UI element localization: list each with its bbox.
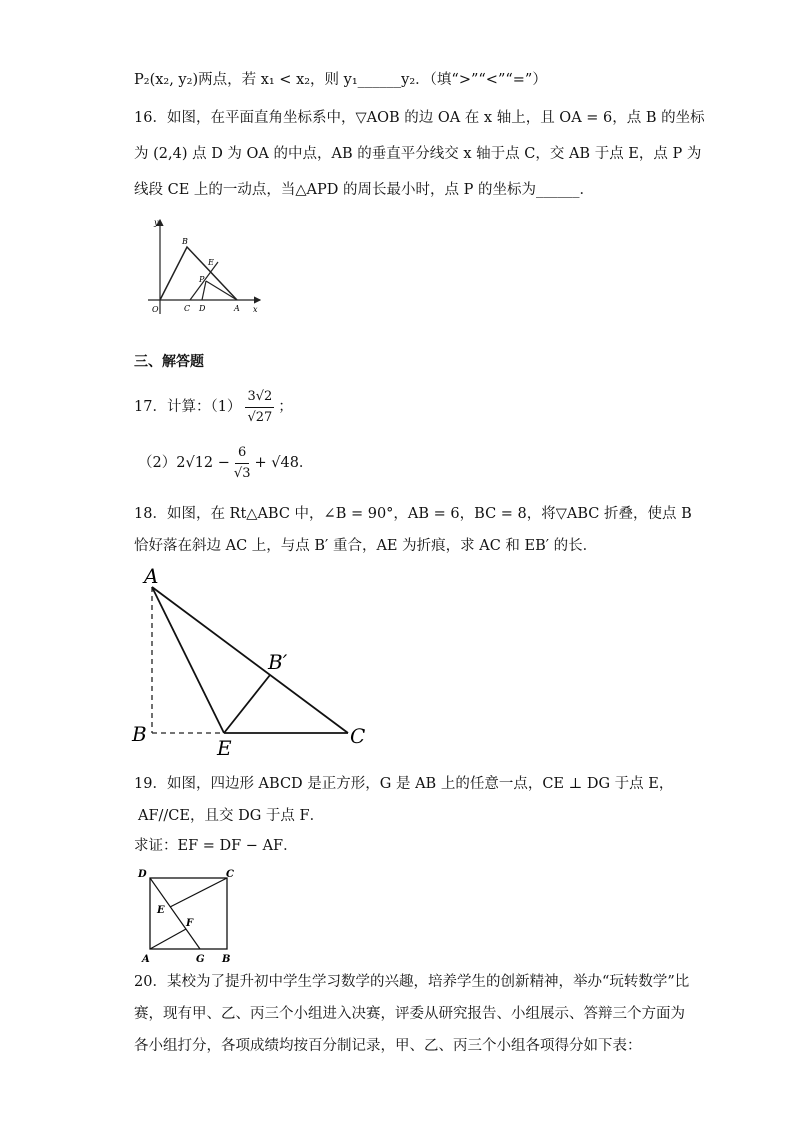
label-f: F	[186, 918, 194, 929]
q18-line2: 恰好落在斜边 AC 上，与点 B′ 重合，AE 为折痕，求 AC 和 EB′ 的长．	[134, 538, 598, 554]
label-e: E	[157, 905, 165, 916]
label-e: E	[217, 736, 232, 760]
triangle-diagram	[128, 563, 378, 761]
label-d: D	[199, 304, 206, 313]
label-a: A	[142, 954, 150, 965]
q19-line3: 求证：EF = DF − AF．	[134, 838, 298, 854]
q17-sep: ；	[278, 399, 293, 415]
q17-part2-b: + √48．	[254, 455, 314, 471]
figure-16	[140, 214, 270, 318]
q17-part2	[138, 440, 313, 486]
section-heading: 三、解答题	[134, 354, 204, 370]
label-a: A	[234, 304, 240, 313]
q17-label: 17．计算：（1）	[134, 399, 242, 415]
label-b-prime: B′	[268, 650, 288, 674]
segment-ae	[152, 587, 224, 733]
square-diagram	[136, 864, 240, 968]
q16-line2: 为 (2,4) 点 D 为 OA 的中点，AB 的垂直平分线交 x 轴于点 C，交 AB 于点 E，点 P 为	[134, 146, 702, 162]
label-a: A	[144, 564, 159, 588]
q17-part1	[134, 384, 293, 430]
triangle-aob	[160, 247, 237, 300]
label-x: x	[253, 305, 258, 314]
label-b: B	[222, 954, 231, 965]
segment-ce	[170, 878, 227, 907]
q15-tail: P₂(x₂, y₂)两点，若 x₁ < x₂，则 y₁______y₂．（填“>”“<”“=”）	[134, 72, 547, 88]
label-c: C	[226, 869, 234, 880]
label-o: O	[152, 305, 159, 314]
q19-line2: AF//CE，且交 DG 于点 F．	[138, 808, 325, 824]
segment-eb-prime	[224, 675, 270, 733]
q17-fraction2	[234, 443, 251, 484]
q20-line2: 赛，现有甲、乙、丙三个小组进入决赛，评委从研究报告、小组展示、答辩三个方面为	[134, 1006, 685, 1022]
segment-af	[150, 929, 186, 949]
coordinate-diagram	[140, 214, 270, 318]
q17-fraction1	[245, 387, 274, 428]
segment-ac	[152, 587, 348, 733]
label-c: C	[350, 724, 366, 748]
q17-fraction2-den: √3	[233, 465, 251, 481]
label-p: P	[199, 275, 205, 284]
label-b: B	[132, 722, 147, 746]
q17-fraction1-den: √27	[247, 409, 273, 425]
label-c: C	[184, 304, 191, 313]
q16-line3: 线段 CE 上的一动点，当△APD 的周长最小时，点 P 的坐标为______．	[134, 182, 594, 198]
q17-fraction2-num: 6	[235, 443, 249, 464]
label-g: G	[196, 954, 205, 965]
figure-18	[128, 563, 378, 761]
label-e: E	[208, 258, 214, 267]
q18-line1: 18．如图，在 Rt△ABC 中，∠B = 90°，AB = 6，BC = 8，将▽ABC 折叠，使点 B	[134, 506, 692, 522]
label-y: y	[154, 218, 159, 227]
label-b: B	[182, 237, 188, 246]
q16-line1: 16．如图，在平面直角坐标系中，▽AOB 的边 OA 在 x 轴上，且 OA = 6，点 B 的坐标	[134, 110, 705, 126]
q20-line3: 各小组打分，各项成绩均按百分制记录，甲、乙、丙三个小组各项得分如下表：	[134, 1038, 642, 1054]
q19-line1: 19．如图，四边形 ABCD 是正方形，G 是 AB 上的任意一点，CE ⊥ DG 于点 E，	[134, 776, 674, 792]
q17-part2-a: （2）2√12 −	[138, 455, 230, 471]
q20-line1: 20．某校为了提升初中学生学习数学的兴趣，培养学生的创新精神，举办“玩转数学”比	[134, 974, 690, 990]
q17-fraction1-num: 3√2	[245, 387, 274, 408]
figure-19	[136, 864, 240, 968]
label-d: D	[138, 869, 147, 880]
